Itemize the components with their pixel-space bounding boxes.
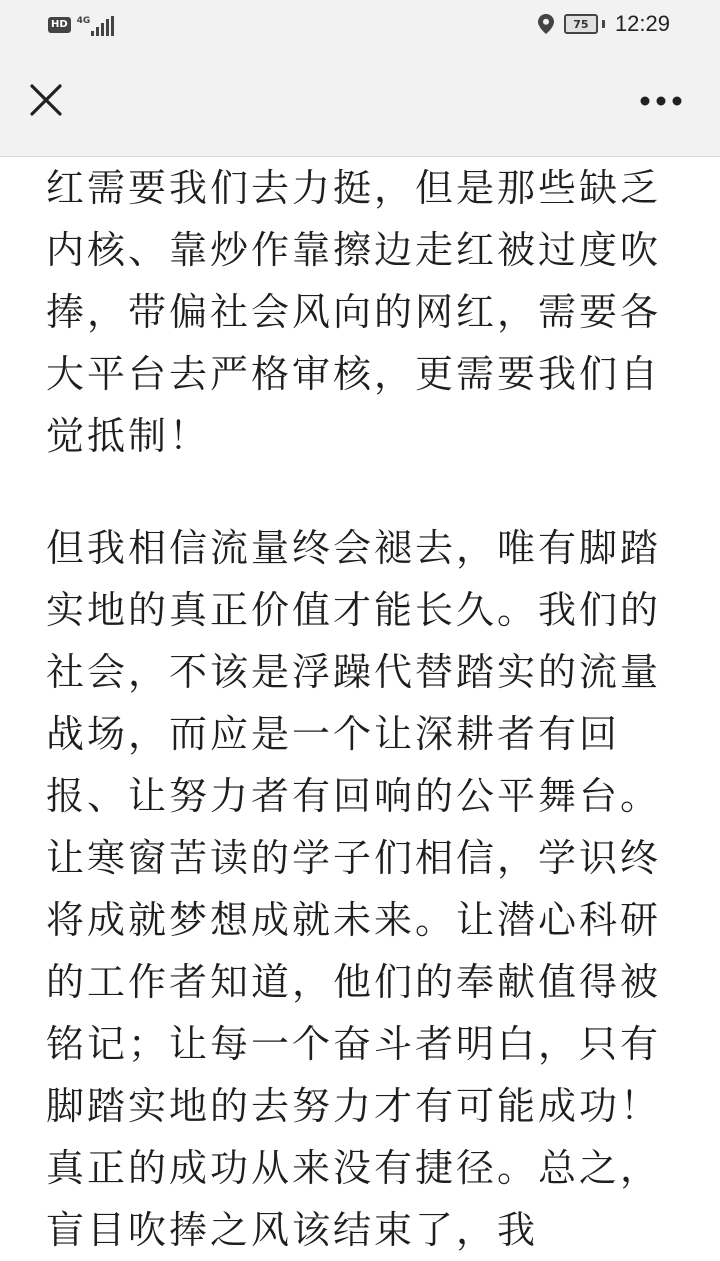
article-paragraph: 红需要我们去力挺，但是那些缺乏内核、靠炒作靠擦边走红被过度吹捧，带偏社会风向的网红，需要各大平台去严格审核，更需要我们自觉抵制！ [46, 166, 662, 458]
network-label: 4G [76, 16, 91, 26]
hd-badge: HD [48, 17, 71, 33]
status-right [538, 10, 670, 38]
article-paragraph: 但我相信流量终会褪去，唯有脚踏实地的真正价值才能长久。我们的社会，不该是浮躁代替踏实的流量战场，而应是一个让深耕者有回报、让努力者有回响的公平舞台。让寒窗苦读的学子们相信，学识终将成就梦想成就未来。让潜心科研的工作者知道，他们的奉献值得被铭记；让每一个奋斗者明白，只有脚踏实地的去努力才有可能成功！真正的成功从来没有捷径。总之，盲目吹捧之风该结束了，我 [46, 526, 662, 1252]
close-button[interactable] [24, 78, 68, 122]
battery-level: 75 [573, 17, 589, 31]
close-icon [29, 83, 63, 117]
battery-cap [602, 20, 605, 28]
status-left [48, 12, 114, 36]
signal-icon [91, 16, 114, 36]
location-icon [538, 14, 554, 34]
battery-icon [564, 14, 598, 34]
more-button[interactable] [636, 83, 686, 119]
title-bar [0, 50, 720, 157]
more-icon [640, 96, 682, 106]
clock: 12:29 [614, 11, 670, 36]
article-body [46, 157, 686, 1252]
status-bar [0, 0, 720, 50]
